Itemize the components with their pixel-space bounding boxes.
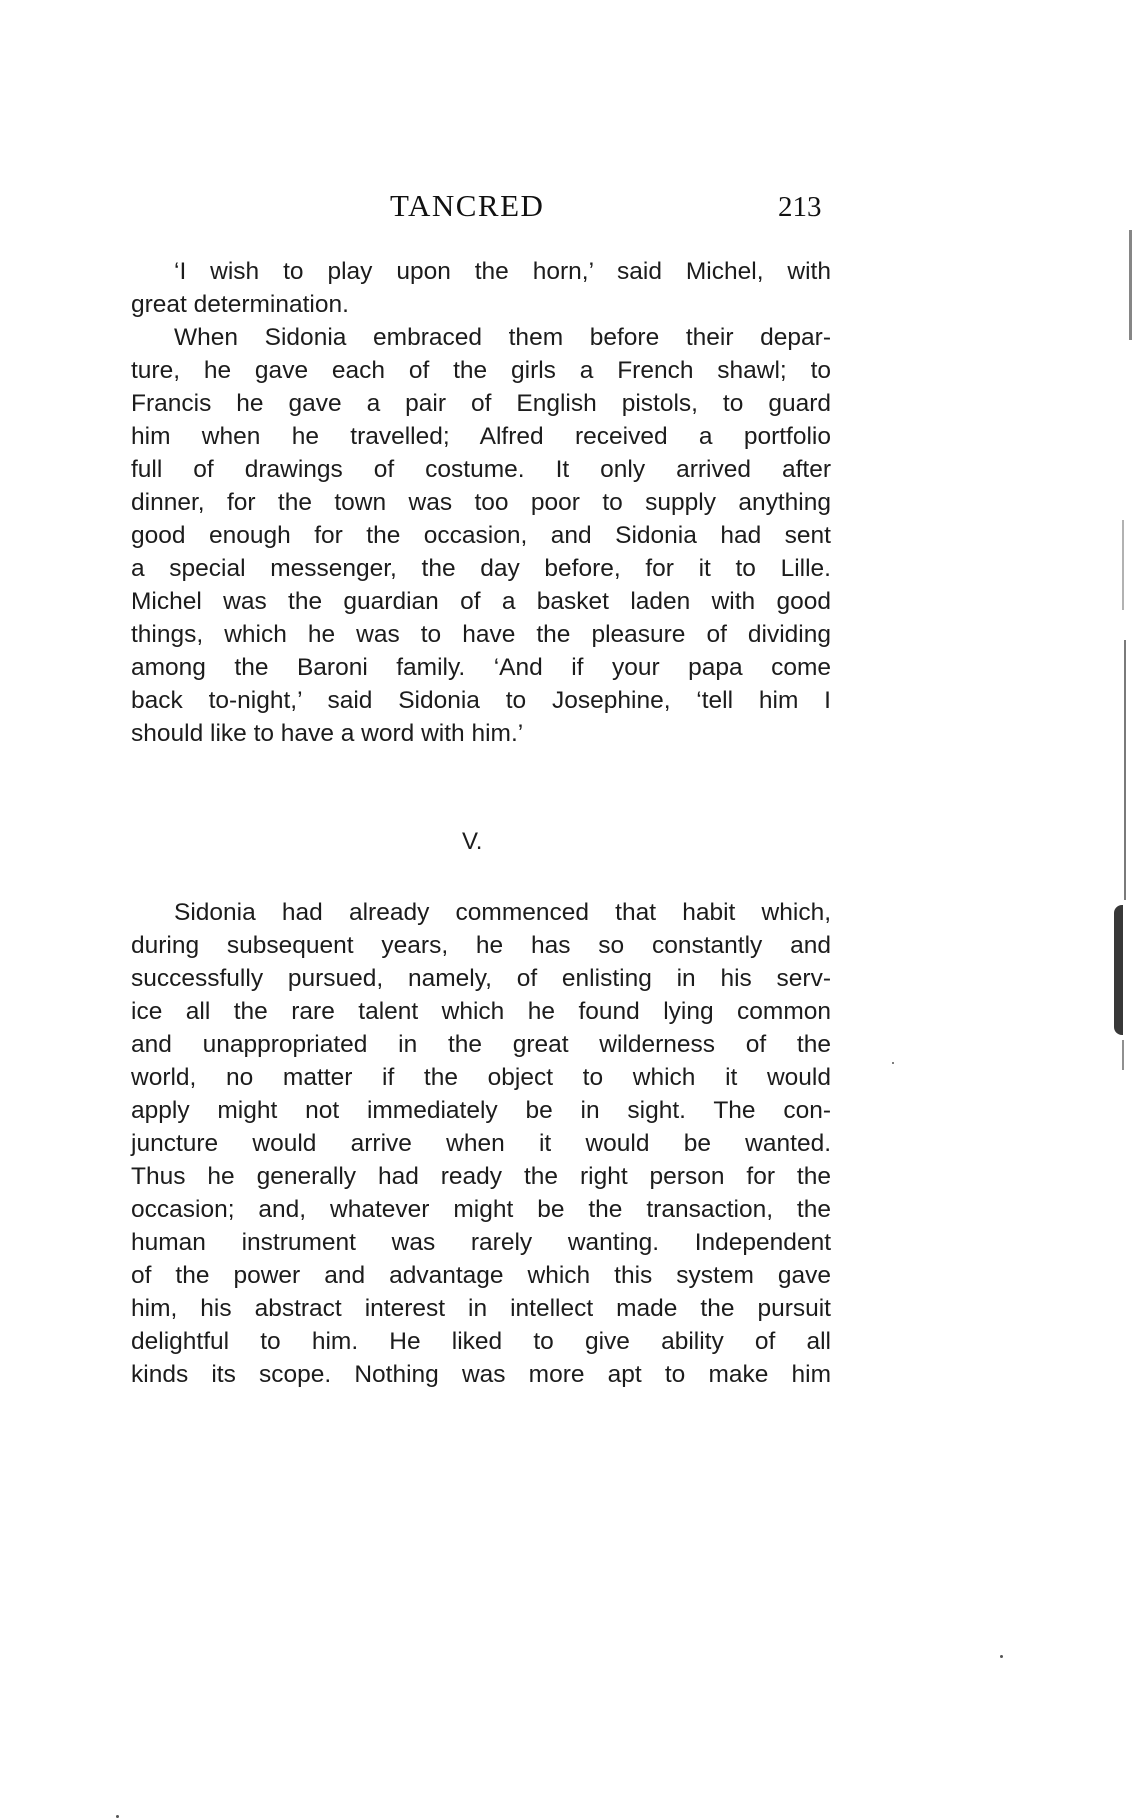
- scan-edge-mark: [1124, 640, 1126, 900]
- text-line: things, which he was to have the pleasure of dividing: [131, 621, 831, 648]
- text-line: successfully pursued, namely, of enlisting in his serv-: [131, 965, 831, 992]
- text-line: world, no matter if the object to which it would: [131, 1064, 831, 1091]
- text-line: back to-night,’ said Sidonia to Josephine, ‘tell him I: [131, 687, 831, 714]
- text-line: Sidonia had already commenced that habit which,: [174, 899, 831, 926]
- text-line: ture, he gave each of the girls a French shawl; to: [131, 357, 831, 384]
- text-line: occasion; and, whatever might be the transaction, the: [131, 1196, 831, 1223]
- text-line: When Sidonia embraced them before their depar-: [174, 324, 831, 351]
- text-line: ice all the rare talent which he found lying common: [131, 998, 831, 1025]
- running-title: TANCRED: [390, 188, 545, 223]
- scan-speck: [892, 1062, 894, 1064]
- text-line: should like to have a word with him.’: [131, 720, 524, 747]
- scan-speck: [1000, 1655, 1003, 1658]
- text-line: during subsequent years, he has so constantly and: [131, 932, 831, 959]
- paragraph-block-2: [131, 896, 831, 1391]
- text-line: Francis he gave a pair of English pistols, to guard: [131, 390, 831, 417]
- text-line: full of drawings of costume. It only arrived after: [131, 456, 831, 483]
- text-line: among the Baroni family. ‘And if your papa come: [131, 654, 831, 681]
- text-line: great determination.: [131, 291, 349, 318]
- text-line: ‘I wish to play upon the horn,’ said Michel, with: [174, 258, 831, 285]
- text-line: human instrument was rarely wanting. Independent: [131, 1229, 831, 1256]
- text-line: Michel was the guardian of a basket laden with good: [131, 588, 831, 615]
- text-line: him when he travelled; Alfred received a portfolio: [131, 423, 831, 450]
- section-heading: V.: [462, 828, 483, 855]
- scan-edge-mark: [1122, 1040, 1124, 1070]
- text-line: a special messenger, the day before, for it to Lille.: [131, 555, 831, 582]
- text-line: Thus he generally had ready the right person for the: [131, 1163, 831, 1190]
- text-line: good enough for the occasion, and Sidonia had sent: [131, 522, 831, 549]
- scan-edge-mark: [1129, 230, 1132, 340]
- text-line: dinner, for the town was too poor to supply anything: [131, 489, 831, 516]
- page-number: 213: [778, 191, 822, 223]
- text-line: apply might not immediately be in sight. The con-: [131, 1097, 831, 1124]
- scan-edge-mark: [1122, 520, 1124, 610]
- text-line: juncture would arrive when it would be wanted.: [131, 1130, 831, 1157]
- paragraph-block-1: [131, 255, 831, 750]
- text-line: kinds its scope. Nothing was more apt to make him: [131, 1361, 831, 1388]
- text-line: delightful to him. He liked to give ability of all: [131, 1328, 831, 1355]
- text-line: and unappropriated in the great wilderness of the: [131, 1031, 831, 1058]
- text-line: him, his abstract interest in intellect made the pursuit: [131, 1295, 831, 1322]
- scan-edge-mark: [1114, 905, 1123, 1035]
- text-line: of the power and advantage which this system gave: [131, 1262, 831, 1289]
